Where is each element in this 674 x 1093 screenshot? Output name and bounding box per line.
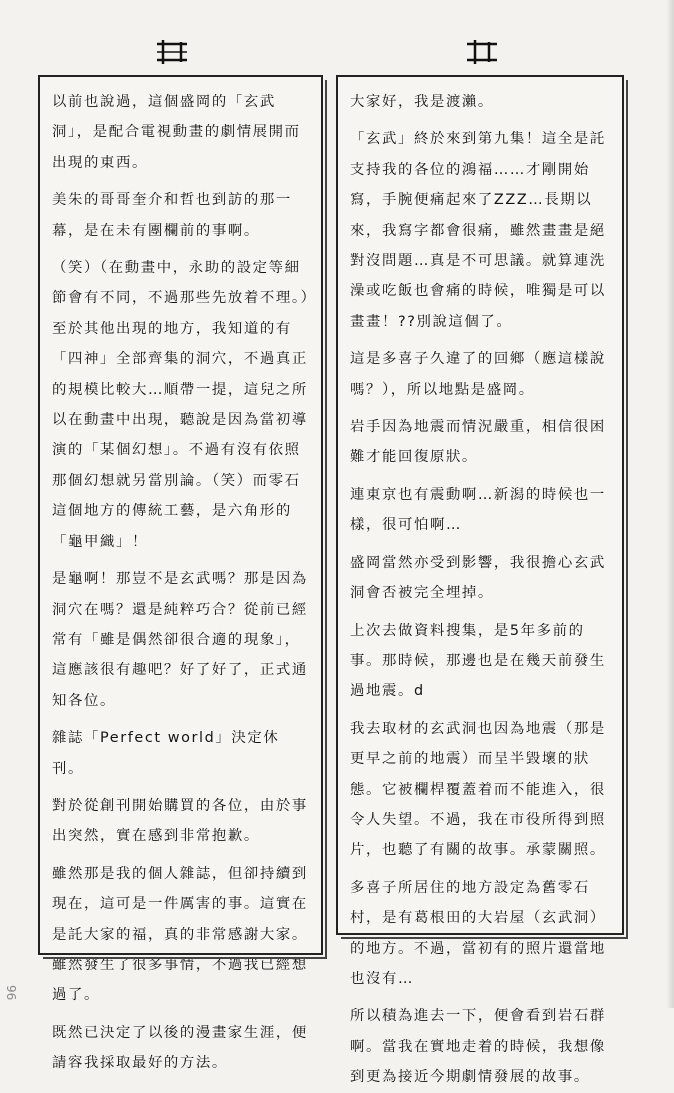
right-paragraph: 大家好，我是渡瀨。 bbox=[350, 94, 494, 110]
left-column-header-icon bbox=[155, 40, 189, 64]
right-paragraph: 多喜子所居住的地方設定為舊零石村，是有葛根田的大岩屋（玄武洞）的地方。不過，當初有的照片還當地也沒有… bbox=[350, 879, 606, 987]
left-paragraph: 既然已決定了以後的漫畫家生涯，便請容我採取最好的方法。 bbox=[52, 1024, 308, 1072]
left-column-box bbox=[38, 75, 323, 1072]
left-paragraph: 雜誌「Perfect world」決定休刊。 bbox=[52, 730, 280, 777]
left-paragraph: 雖然那是我的個人雜誌，但卻持續到現在，這可是一件厲害的事。這實在是託大家的福，真的非常感謝大家。雖然發生了很多事情，不過我已經想過了。 bbox=[52, 865, 308, 1004]
right-paragraph: 盛岡當然亦受到影響，我很擔心玄武洞會否被完全埋掉。 bbox=[350, 554, 606, 602]
page-number: 96 bbox=[4, 984, 18, 1000]
right-column-box bbox=[336, 75, 624, 1086]
right-paragraph: 所以積為進去一下，便會看到岩石群啊。當我在實地走着的時候，我想像到更為接近今期劇情發展的故事。 bbox=[350, 1008, 606, 1086]
left-paragraph: 對於從創刊開始購買的各位，由於事出突然，實在感到非常抱歉。 bbox=[52, 797, 308, 845]
right-paragraph: 連東京也有震動啊…新潟的時候也一樣，很可怕啊… bbox=[350, 486, 606, 534]
right-paragraph: 岩手因為地震而情況嚴重，相信很困難才能回復原狀。 bbox=[350, 419, 606, 466]
right-paragraph: 上次去做資料搜集，是5年多前的事。那時候，那邊也是在幾天前發生過地震。d bbox=[350, 622, 606, 700]
page-edge-shadow bbox=[666, 0, 674, 1008]
right-paragraph: 「玄武」終於來到第九集！這全是託支持我的各位的鴻福……才剛開始寫，手腕便痛起來了ZZZ…長期以來，我寫字都會很痛，雖然畫畫是絕對沒問題…真是不可思議。就算連洗澡或吃飯也會痛的時候，唯獨是可以畫畫！??別說這個了。 bbox=[350, 131, 606, 330]
left-paragraph: （笑）（在動畫中，永助的設定等細節會有不同，不過那些先放着不理。）至於其他出現的地方，我知道的有「四神」全部齊集的洞穴，不過真正的規模比較大…順帶一提，這兒之所以在動畫中出現，聽說是因為當初導演的「某個幻想」。不過有沒有依照那個幻想就另當別論。（笑）而零石這個地方的傳統工藝，是六角形的「龜甲織」！ bbox=[52, 260, 310, 550]
left-paragraph: 美朱的哥哥奎介和哲也到訪的那一幕，是在未有團欄前的事啊。 bbox=[52, 192, 292, 239]
bracket-header-icon bbox=[465, 40, 499, 64]
left-paragraph: 以前也說過，這個盛岡的「玄武洞」，是配合電視動畫的劇情展開而出現的東西。 bbox=[52, 94, 301, 171]
bracket-header-icon bbox=[155, 40, 189, 64]
right-paragraph: 這是多喜子久違了的回鄉（應這樣說嗎？），所以地點是盛岡。 bbox=[350, 351, 606, 398]
left-paragraph: 是龜啊！那豈不是玄武嗎？那是因為洞穴在嗎？還是純粹巧合？從前已經常有「雖是偶然卻很合適的現象」，這應該很有趣吧？好了好了，正式通知各位。 bbox=[52, 571, 308, 709]
right-column-header-icon bbox=[465, 40, 499, 64]
right-paragraph: 我去取材的玄武洞也因為地震（那是更早之前的地震）而呈半毀壞的狀態。它被欄桿覆蓋着而不能進入，很令人失望。不過，我在市役所得到照片，也聽了有關的故事。承蒙關照。 bbox=[350, 720, 606, 859]
